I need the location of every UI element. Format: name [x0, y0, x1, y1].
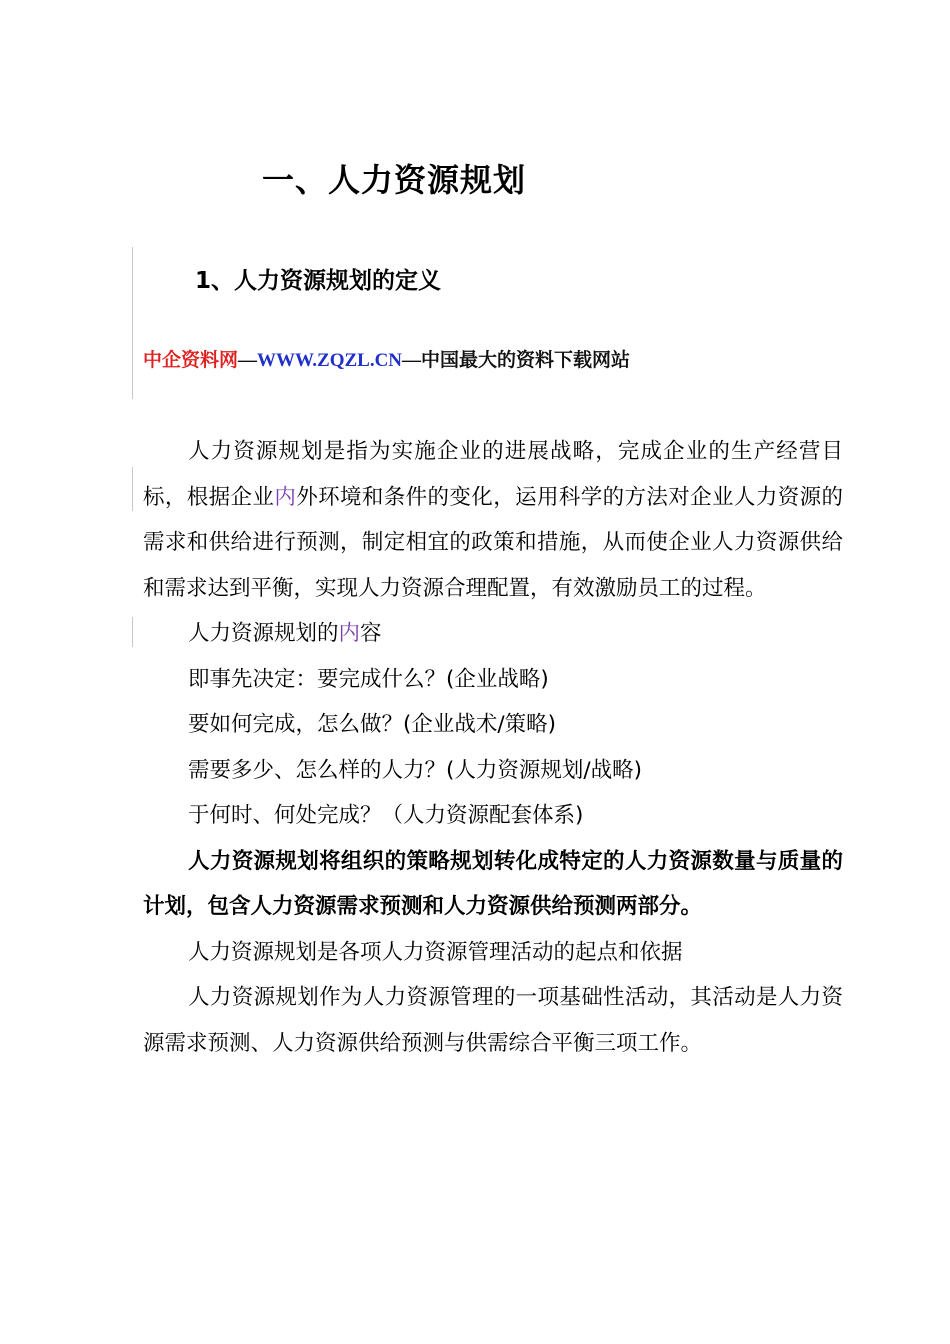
definition-text-1: 人力资源规划是指为实施企业的进展战略，完成企业的生产经营目标，根据企业 — [143, 439, 843, 510]
margin-mark-bottom — [132, 617, 133, 647]
bold-statement-paragraph: 人力资源规划将组织的策略规划转化成特定的人力资源数量与质量的计划，包含人力资源需求预测和人力资源供给预测两部分。 — [143, 848, 843, 919]
definition-text-2: 外环境和条件的变化，运用科学的方法对企业人力资源的需求和供给进行预测，制定相宜的政策和措施，从而使企业人力资源供给和需求达到平衡，实现人力资源合理配置，有效激励员工的过程。 — [143, 484, 843, 601]
content-heading-text-1: 人力资源规划的 — [188, 621, 339, 646]
margin-mark-top — [132, 247, 133, 399]
banner-dash-1: — — [238, 350, 258, 371]
banner-slogan: 中国最大的资料下载网站 — [421, 350, 631, 371]
definition-highlight: 内 — [274, 484, 297, 510]
question-how-many: 需要多少、怎么样的人力？(人力资源规划/战略) — [188, 757, 643, 783]
question-what: 即事先决定：要完成什么？(企业战略) — [188, 666, 549, 692]
banner-site-name: 中企资料网 — [143, 350, 239, 371]
question-when-where: 于何时、何处完成？（人力资源配套体系) — [188, 803, 584, 828]
closing-paragraph: 人力资源规划作为人力资源管理的一项基础性活动，其活动是人力资源需求预测、人力资源供给预测与供需综合平衡三项工作。 — [143, 985, 843, 1056]
starting-point-paragraph: 人力资源规划是各项人力资源管理活动的起点和依据 — [188, 939, 683, 965]
margin-mark-middle — [132, 467, 133, 511]
content-heading-paragraph — [143, 611, 843, 657]
site-banner — [143, 343, 673, 379]
question-how: 要如何完成，怎么做？(企业战术/策略) — [188, 712, 557, 737]
document-body — [143, 429, 843, 1066]
banner-dash-2: — — [402, 350, 422, 371]
content-heading-highlight: 内 — [338, 621, 361, 646]
banner-url: WWW.ZQZL.CN — [257, 350, 403, 371]
section-heading: 1、人力资源规划的定义 — [195, 268, 442, 294]
content-heading-text-2: 容 — [360, 621, 382, 646]
definition-paragraph — [143, 429, 843, 611]
page-title: 一、人力资源规划 — [262, 161, 527, 199]
